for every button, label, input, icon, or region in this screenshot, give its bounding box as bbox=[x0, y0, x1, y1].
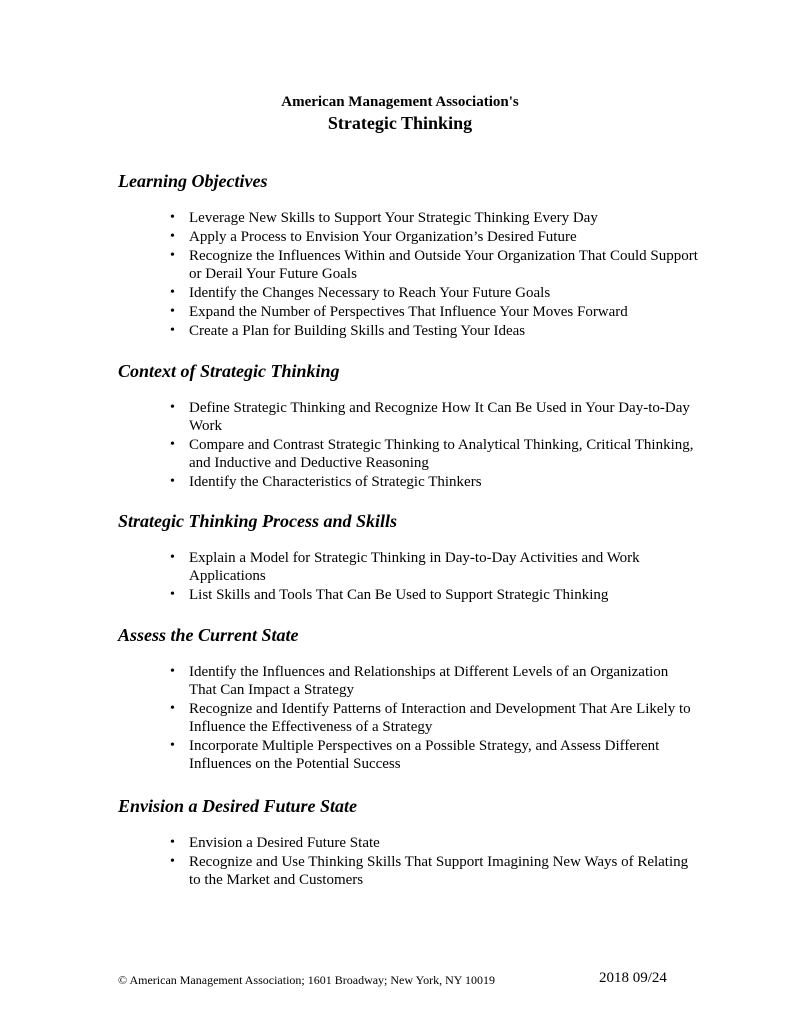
section-heading: Assess the Current State bbox=[118, 625, 299, 645]
list-item: • Create a Plan for Building Skills and Testing Your Ideas bbox=[170, 323, 526, 339]
bullet-icon: • bbox=[170, 835, 175, 850]
bullet-icon: • bbox=[170, 664, 175, 679]
list-item: • Expand the Number of Perspectives That Influence Your Moves Forward bbox=[170, 304, 628, 320]
organization-name: American Management Association's bbox=[281, 94, 519, 110]
bullet-icon: • bbox=[170, 304, 175, 319]
bullet-list bbox=[118, 209, 698, 340]
list-item: • Envision a Desired Future State bbox=[170, 835, 380, 851]
list-item: • Explain a Model for Strategic Thinking in Day-to-Day Activities and Work Applications bbox=[170, 550, 640, 584]
list-item: • Apply a Process to Envision Your Organization’s Desired Future bbox=[170, 229, 577, 245]
bullet-icon: • bbox=[170, 229, 175, 244]
list-item: • Recognize and Use Thinking Skills That Support Imagining New Ways of Relating to the Market and Customers bbox=[170, 854, 689, 888]
bullet-icon: • bbox=[170, 437, 175, 452]
list-item: • Recognize and Identify Patterns of Interaction and Development That Are Likely to Influence the Effectiveness of a Strategy bbox=[170, 701, 691, 735]
section-learning-objectives bbox=[118, 170, 698, 341]
bullet-icon: • bbox=[170, 210, 175, 225]
list-item: • Identify the Changes Necessary to Reach Your Future Goals bbox=[170, 285, 551, 301]
section-future-state bbox=[118, 795, 698, 890]
bullet-icon: • bbox=[170, 701, 175, 716]
bullet-list bbox=[118, 399, 698, 491]
section-current-state bbox=[118, 624, 698, 774]
bullet-icon: • bbox=[170, 474, 175, 489]
footer-copyright: © American Management Association; 1601 Broadway; New York, NY 10019 bbox=[118, 973, 495, 987]
bullet-icon: • bbox=[170, 323, 175, 338]
section-heading: Envision a Desired Future State bbox=[118, 796, 358, 816]
list-item: • Identify the Characteristics of Strategic Thinkers bbox=[170, 474, 482, 490]
bullet-icon: • bbox=[170, 285, 175, 300]
section-process-skills bbox=[118, 510, 698, 605]
bullet-icon: • bbox=[170, 400, 175, 415]
list-item: • Compare and Contrast Strategic Thinking to Analytical Thinking, Critical Thinking, and Inductive and Deductive Reasoning bbox=[170, 437, 694, 471]
page-title: Strategic Thinking bbox=[327, 113, 473, 133]
bullet-icon: • bbox=[170, 587, 175, 602]
footer-date: 2018 09/24 bbox=[599, 970, 667, 986]
list-item: • Define Strategic Thinking and Recognize How It Can Be Used in Your Day-to-Day Work bbox=[170, 400, 690, 434]
list-item: • Leverage New Skills to Support Your Strategic Thinking Every Day bbox=[170, 210, 598, 226]
bullet-list bbox=[118, 549, 698, 604]
list-item: • Recognize the Influences Within and Outside Your Organization That Could Support or Derail Your Future Goals bbox=[170, 248, 698, 282]
bullet-icon: • bbox=[170, 550, 175, 565]
bullet-list bbox=[118, 663, 698, 773]
list-item: • Identify the Influences and Relationships at Different Levels of an Organization That Can Impact a Strategy bbox=[170, 664, 669, 698]
list-item: • Incorporate Multiple Perspectives on a Possible Strategy, and Assess Different Influences on the Potential Success bbox=[170, 738, 660, 772]
section-heading: Learning Objectives bbox=[118, 171, 268, 191]
bullet-icon: • bbox=[170, 248, 175, 263]
section-context bbox=[118, 360, 698, 492]
list-item: • List Skills and Tools That Can Be Used to Support Strategic Thinking bbox=[170, 587, 609, 603]
bullet-icon: • bbox=[170, 854, 175, 869]
section-heading: Context of Strategic Thinking bbox=[118, 361, 340, 381]
bullet-icon: • bbox=[170, 738, 175, 753]
bullet-list bbox=[118, 834, 698, 889]
section-heading: Strategic Thinking Process and Skills bbox=[118, 511, 398, 531]
